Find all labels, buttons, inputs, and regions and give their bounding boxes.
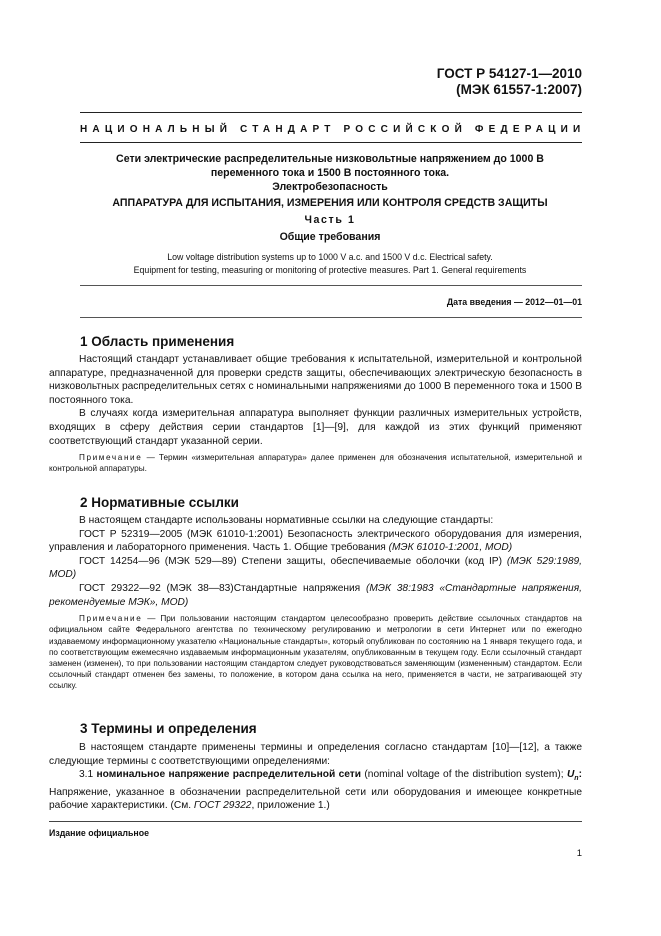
note: [49, 452, 582, 474]
iec-number: (МЭК 61557-1:2007): [456, 82, 582, 97]
english-title: [40, 251, 620, 277]
section-body: [49, 353, 582, 475]
part-number: Часть 1: [304, 214, 356, 226]
intro-date: Дата введения — 2012—01—01: [446, 297, 582, 307]
term-reference: ГОСТ 29322: [193, 800, 252, 812]
title-divider: [80, 285, 582, 286]
reference-text: ГОСТ 29322—92 (МЭК 38—83)Стандартные напряжения: [79, 582, 366, 594]
note-text: — При пользовании настоящим стандартом целесообразно проверить действие ссылочных стандартов на официальном сайте Федерального агентства по техническому регулированию и метрологии в сети Интернет или по ежегодно издаваемому информационному указателю «Национальные стандарты», который опубликован по состоянию на 1 января текущего года, и по соответствующим ежемесячно издаваемым информационным указателям, опубликованным в текущем году. Если ссылочный стандарт заменен (изменен), то при пользовании настоящим стандартом следует руководствоваться заменяющим (измененным) стандартом. Если ссылочный стандарт отменен без замены, то положение, в котором дана ссылка на него, применяется в части, не затрагивающей эту ссылку.: [49, 614, 582, 691]
paragraph: Настоящий стандарт устанавливает общие требования к испытательной, измерительной и контрольной аппаратуре, предназначенной для проверки средств защиты, обеспечивающих электрическую безопасность в низковольтных распределительных сетях с номинальными напряжениями до 1000 В переменного тока и 1500 В постоянного тока.: [49, 354, 582, 406]
header-divider: [80, 142, 582, 143]
section-body: [49, 514, 582, 692]
term-english: (nominal voltage of the distribution system);: [361, 769, 567, 781]
page-number: 1: [576, 848, 582, 859]
term-definition-end: , приложение 1.): [251, 800, 330, 812]
document-title: [60, 152, 600, 194]
edition-label: Издание официальное: [49, 828, 149, 838]
reference-text: ГОСТ 14254—96 (МЭК 529—89) Степени защиты, обеспечиваемые оболочки (код IP): [79, 555, 507, 567]
term-symbol: U: [566, 769, 575, 781]
title-divider: [80, 317, 582, 318]
footer-divider: [49, 821, 582, 822]
title-line: Электробезопасность: [272, 181, 388, 193]
term-name: номинальное напряжение распределительной сети: [96, 769, 362, 781]
note-label: Примечание: [79, 453, 143, 463]
note-label: Примечание: [79, 614, 143, 624]
title-line: переменного тока и 1500 В постоянного тока.: [210, 167, 450, 179]
reference-text: ГОСТ Р 52319—2005 (МЭК 61010-1:2001) Безопасность электрического оборудования для измерения, управления и лабораторного применения. Часть 1. Общие требования: [49, 528, 582, 554]
paragraph: В настоящем стандарте применены термины и определения согласно стандартам [10]—[12], а также следующие термины с соответствующими определениями:: [49, 742, 582, 767]
term-number: 3.1: [79, 769, 97, 781]
main-title: АППАРАТУРА ДЛЯ ИСПЫТАНИЯ, ИЗМЕРЕНИЯ ИЛИ КОНТРОЛЯ СРЕДСТВ ЗАЩИТЫ: [112, 197, 548, 209]
reference-iec: (МЭК 529:1989, MOD): [49, 555, 582, 581]
term-symbol-colon: :: [578, 769, 582, 781]
reference-iec: (МЭК 38:1983 «Стандартные напряжения, рекомендуемые МЭК», MOD): [49, 582, 582, 608]
term-definition-text: Напряжение, указанное в обозначении распределительной сети или оборудования и имеющее конкретные рабочие характеристики. (См.: [49, 786, 582, 812]
national-standard-title: НАЦИОНАЛЬНЫЙ СТАНДАРТ РОССИЙСКОЙ ФЕДЕРАЦИИ: [80, 124, 586, 135]
reference: [49, 555, 582, 582]
term-symbol-subscript: n: [574, 775, 579, 783]
english-title-line: Equipment for testing, measuring or monitoring of protective measures. Part 1. General requirements: [133, 265, 527, 275]
reference-iec: (МЭК 61010-1:2001, MOD): [388, 542, 513, 554]
reference: [49, 528, 582, 555]
section-heading: 3 Термины и определения: [80, 721, 257, 736]
section-heading: 1 Область применения: [80, 334, 235, 349]
note-text: — Термин «измерительная аппаратура» далее применен для обозначения испытательной, измерительной и контрольной аппаратуры.: [49, 453, 582, 474]
english-title-line: Low voltage distribution systems up to 1000 V a.c. and 1500 V d.c. Electrical safety.: [167, 252, 493, 262]
header-divider: [80, 112, 582, 113]
gost-number: ГОСТ Р 54127-1—2010: [436, 66, 582, 81]
reference: [49, 582, 582, 609]
part-name: Общие требования: [279, 231, 381, 243]
title-line: Сети электрические распределительные низковольтные напряжением до 1000 В: [116, 153, 544, 165]
section-body: [49, 741, 582, 813]
paragraph: В настоящем стандарте использованы нормативные ссылки на следующие стандарты:: [79, 515, 494, 526]
term-definition: [49, 768, 582, 813]
paragraph: В случаях когда измерительная аппаратура выполняет функции различных измерительных устройств, входящих в сферу действия серии стандартов [1]—[9], для каждой из этих функций применяют соответствующий стандарт указанной серии.: [49, 408, 582, 447]
note: [49, 613, 582, 691]
section-heading: 2 Нормативные ссылки: [80, 495, 239, 510]
